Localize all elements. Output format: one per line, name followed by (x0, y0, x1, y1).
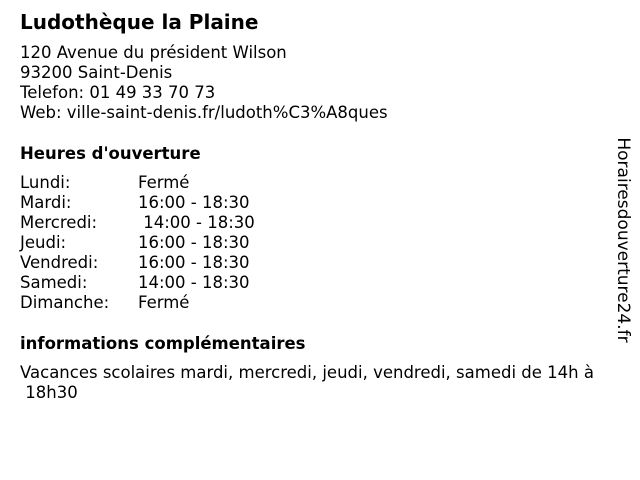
info-line: 18h30 (20, 383, 78, 402)
address-street: 120 Avenue du président Wilson (20, 43, 287, 62)
address-city: 93200 Saint-Denis (20, 63, 173, 82)
address-phone: Telefon: 01 49 33 70 73 (20, 83, 216, 102)
hours-time: 14:00 - 18:30 (138, 213, 255, 232)
address-block (20, 43, 388, 123)
site-watermark: Horairesdouverture24.fr (613, 137, 633, 343)
hours-day: Jeudi: (20, 233, 67, 252)
hours-row-saturday (20, 273, 380, 293)
hours-time: Fermé (138, 293, 190, 312)
additional-info-heading: informations complémentaires (20, 334, 306, 353)
hours-row-wednesday (20, 213, 380, 233)
opening-hours-table (20, 173, 380, 313)
address-web: Web: ville-saint-denis.fr/ludoth%C3%A8ques (20, 103, 388, 122)
hours-time: 16:00 - 18:30 (138, 193, 250, 212)
hours-day: Dimanche: (20, 293, 110, 312)
opening-hours-heading: Heures d'ouverture (20, 144, 201, 163)
hours-day: Samedi: (20, 273, 88, 292)
hours-time: Fermé (138, 173, 190, 192)
hours-time: 16:00 - 18:30 (138, 253, 250, 272)
hours-time: 14:00 - 18:30 (138, 273, 250, 292)
additional-info-text (20, 363, 632, 403)
hours-time: 16:00 - 18:30 (138, 233, 250, 252)
hours-row-sunday (20, 293, 380, 313)
hours-day: Lundi: (20, 173, 71, 192)
hours-day: Mercredi: (20, 213, 98, 232)
hours-day: Vendredi: (20, 253, 99, 272)
info-line: Vacances scolaires mardi, mercredi, jeudi, vendredi, samedi de 14h à (20, 363, 594, 382)
hours-row-tuesday (20, 193, 380, 213)
hours-day: Mardi: (20, 193, 72, 212)
hours-row-thursday (20, 233, 380, 253)
hours-row-monday (20, 173, 380, 193)
page-title: Ludothèque la Plaine (20, 10, 259, 34)
hours-row-friday (20, 253, 380, 273)
